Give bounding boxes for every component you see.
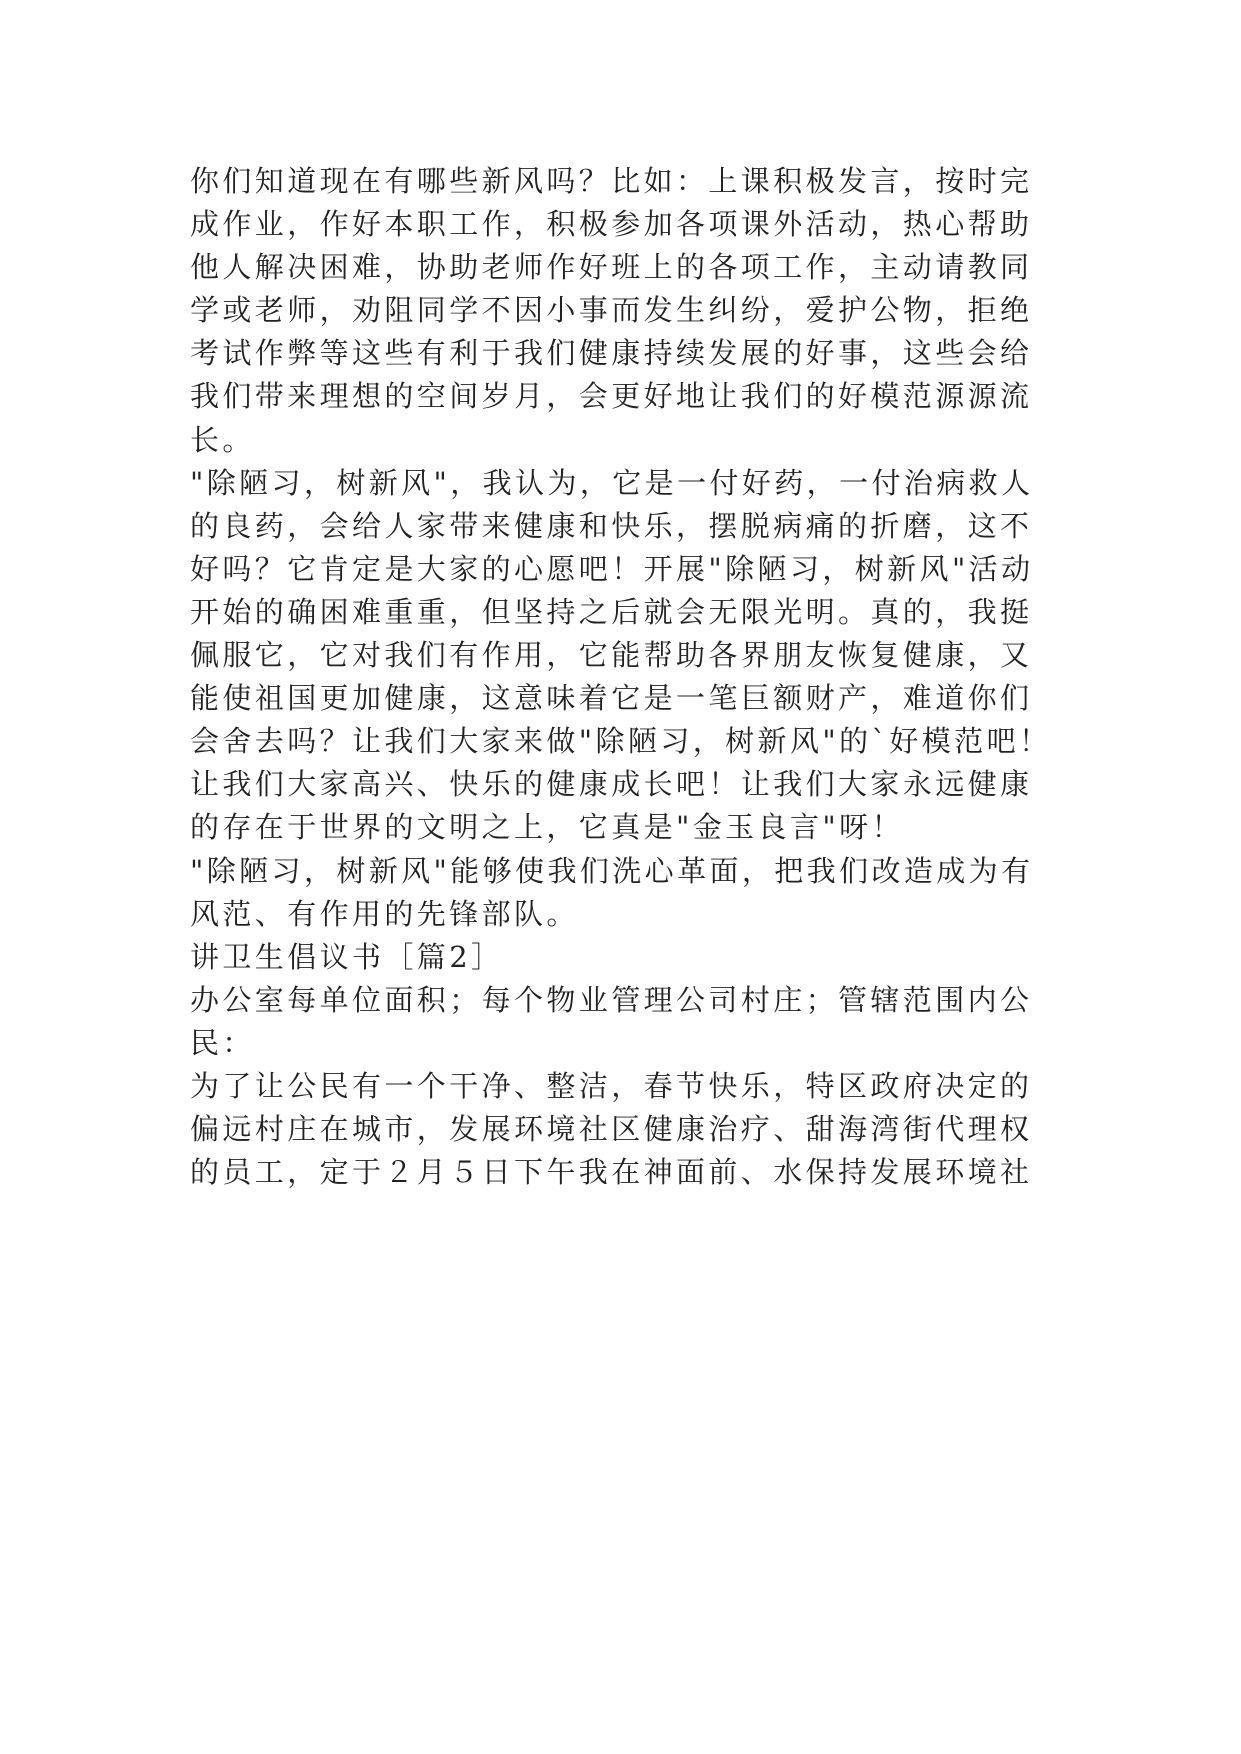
text-line: 能使祖国更加健康，这意味着它是一笔巨额财产，难道你们 <box>190 681 1033 716</box>
text-line: 的存在于世界的文明之上，它真是"金玉良言"呀！ <box>190 810 904 845</box>
text-line: 的员工，定于２月５日下午我在神面前、水保持发展环境社 <box>190 1155 1033 1190</box>
text-line: 我们带来理想的空间岁月，会更好地让我们的好模范源源流 <box>190 379 1033 414</box>
text-line: 学或老师，劝阻同学不因小事而发生纠纷，爱护公物，拒绝 <box>190 293 1033 328</box>
text-line: 会舍去吗？让我们大家来做"除陋习，树新风"的`好模范吧！ <box>190 724 1052 759</box>
text-line: 开始的确困难重重，但坚持之后就会无限光明。真的，我挺 <box>190 594 1033 629</box>
text-line: 办公室每单位面积；每个物业管理公司村庄；管辖范围内公 <box>190 982 1033 1017</box>
text-line: 你们知道现在有哪些新风吗？比如：上课积极发言，按时完 <box>190 164 1033 198</box>
text-line: 偏远村庄在城市，发展环境社区健康治疗、甜海湾街代理权 <box>190 1112 1033 1147</box>
text-line: 好吗？它肯定是大家的心愿吧！开展"除陋习，树新风"活动 <box>190 551 1034 586</box>
text-line: 佩服它，它对我们有作用，它能帮助各界朋友恢复健康，又 <box>190 638 1033 673</box>
text-line: 考试作弊等这些有利于我们健康持续发展的好事，这些会给 <box>190 336 1033 371</box>
text-line: "除陋习，树新风"，我认为，它是一付好药，一付治病救人 <box>190 465 1034 500</box>
text-line: 长。 <box>190 422 255 457</box>
text-line: 风范、有作用的先锋部队。 <box>190 896 579 931</box>
document-body <box>190 160 1060 1194</box>
text-line: "除陋习，树新风"能够使我们洗心革面，把我们改造成为有 <box>190 853 1034 888</box>
text-line: 民： <box>190 1025 255 1060</box>
text-line: 让我们大家高兴、快乐的健康成长吧！让我们大家永远健康 <box>190 767 1033 802</box>
text-line: 成作业，作好本职工作，积极参加各项课外活动，热心帮助 <box>190 207 1033 242</box>
text-line: 的良药，会给人家带来健康和快乐，摆脱病痛的折磨，这不 <box>190 508 1033 543</box>
text-line: 为了让公民有一个干净、整洁，春节快乐，特区政府决定的 <box>190 1068 1033 1103</box>
section-heading: 讲卫生倡议书［篇2］ <box>190 939 504 974</box>
text-line: 他人解决困难，协助老师作好班上的各项工作，主动请教同 <box>190 250 1033 285</box>
